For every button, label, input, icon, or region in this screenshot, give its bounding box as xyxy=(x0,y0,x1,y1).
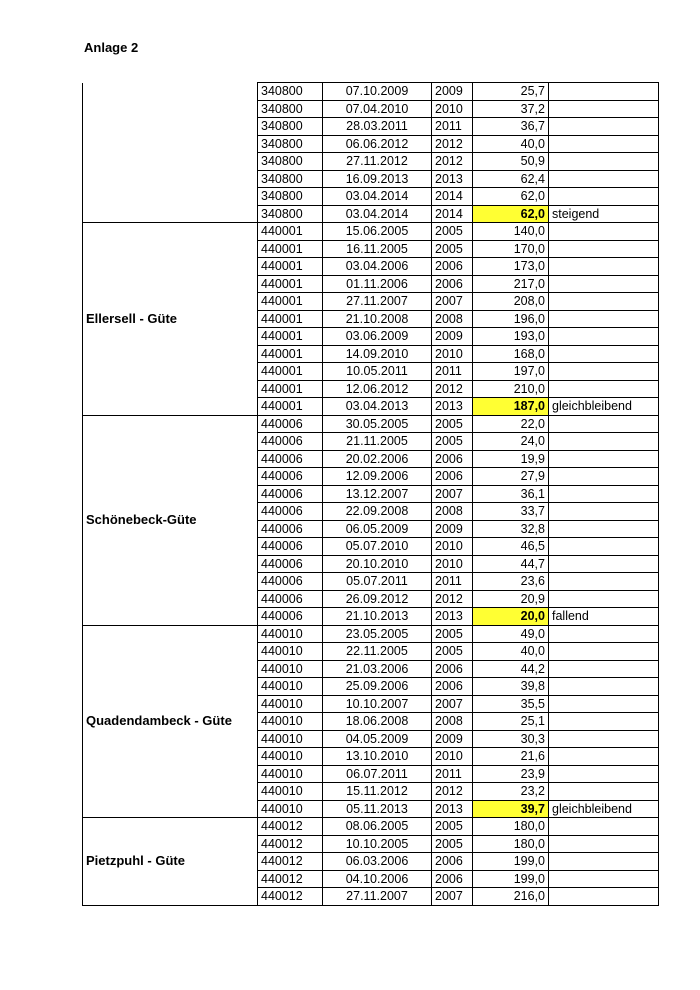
date-cell: 10.10.2007 xyxy=(323,695,432,713)
year-cell: 2014 xyxy=(432,205,473,223)
year-cell: 2005 xyxy=(432,240,473,258)
date-cell: 13.12.2007 xyxy=(323,485,432,503)
value-cell: 193,0 xyxy=(473,328,549,346)
trend-cell xyxy=(549,135,659,153)
station-id-cell: 440006 xyxy=(258,433,323,451)
date-cell: 07.04.2010 xyxy=(323,100,432,118)
trend-cell xyxy=(549,328,659,346)
value-cell: 187,0 xyxy=(473,398,549,416)
trend-cell xyxy=(549,818,659,836)
station-id-cell: 340800 xyxy=(258,153,323,171)
station-id-cell: 440010 xyxy=(258,695,323,713)
station-id-cell: 440001 xyxy=(258,223,323,241)
trend-cell xyxy=(549,625,659,643)
year-cell: 2010 xyxy=(432,345,473,363)
date-cell: 22.11.2005 xyxy=(323,643,432,661)
trend-cell xyxy=(549,730,659,748)
value-cell: 173,0 xyxy=(473,258,549,276)
date-cell: 20.02.2006 xyxy=(323,450,432,468)
value-cell: 33,7 xyxy=(473,503,549,521)
station-id-cell: 340800 xyxy=(258,118,323,136)
value-cell: 216,0 xyxy=(473,888,549,906)
year-cell: 2013 xyxy=(432,608,473,626)
date-cell: 12.06.2012 xyxy=(323,380,432,398)
year-cell: 2009 xyxy=(432,83,473,101)
station-name xyxy=(83,83,258,223)
station-id-cell: 440010 xyxy=(258,783,323,801)
year-cell: 2013 xyxy=(432,170,473,188)
trend-cell: fallend xyxy=(549,608,659,626)
year-cell: 2006 xyxy=(432,258,473,276)
date-cell: 30.05.2005 xyxy=(323,415,432,433)
station-id-cell: 440012 xyxy=(258,853,323,871)
year-cell: 2006 xyxy=(432,870,473,888)
trend-cell xyxy=(549,748,659,766)
trend-cell xyxy=(549,870,659,888)
trend-cell xyxy=(549,678,659,696)
station-id-cell: 440010 xyxy=(258,678,323,696)
date-cell: 10.05.2011 xyxy=(323,363,432,381)
station-id-cell: 440006 xyxy=(258,555,323,573)
station-name: Schönebeck-Güte xyxy=(83,415,258,625)
trend-cell xyxy=(549,415,659,433)
date-cell: 26.09.2012 xyxy=(323,590,432,608)
date-cell: 03.04.2014 xyxy=(323,188,432,206)
value-cell: 39,7 xyxy=(473,800,549,818)
station-id-cell: 440010 xyxy=(258,730,323,748)
year-cell: 2005 xyxy=(432,415,473,433)
year-cell: 2009 xyxy=(432,328,473,346)
trend-cell xyxy=(549,835,659,853)
date-cell: 06.05.2009 xyxy=(323,520,432,538)
date-cell: 05.11.2013 xyxy=(323,800,432,818)
station-id-cell: 440006 xyxy=(258,450,323,468)
station-id-cell: 440010 xyxy=(258,765,323,783)
year-cell: 2006 xyxy=(432,853,473,871)
station-id-cell: 440010 xyxy=(258,660,323,678)
trend-cell xyxy=(549,170,659,188)
date-cell: 15.11.2012 xyxy=(323,783,432,801)
date-cell: 04.10.2006 xyxy=(323,870,432,888)
year-cell: 2006 xyxy=(432,678,473,696)
year-cell: 2008 xyxy=(432,503,473,521)
station-id-cell: 440001 xyxy=(258,258,323,276)
trend-cell xyxy=(549,433,659,451)
value-cell: 140,0 xyxy=(473,223,549,241)
value-cell: 49,0 xyxy=(473,625,549,643)
value-cell: 20,9 xyxy=(473,590,549,608)
value-cell: 180,0 xyxy=(473,835,549,853)
station-id-cell: 340800 xyxy=(258,188,323,206)
station-id-cell: 340800 xyxy=(258,170,323,188)
year-cell: 2007 xyxy=(432,888,473,906)
year-cell: 2010 xyxy=(432,538,473,556)
value-cell: 19,9 xyxy=(473,450,549,468)
value-cell: 37,2 xyxy=(473,100,549,118)
date-cell: 22.09.2008 xyxy=(323,503,432,521)
year-cell: 2005 xyxy=(432,835,473,853)
station-name: Ellersell - Güte xyxy=(83,223,258,416)
date-cell: 23.05.2005 xyxy=(323,625,432,643)
station-id-cell: 440010 xyxy=(258,625,323,643)
value-cell: 62,4 xyxy=(473,170,549,188)
trend-cell xyxy=(549,503,659,521)
station-id-cell: 440006 xyxy=(258,485,323,503)
station-id-cell: 440001 xyxy=(258,363,323,381)
trend-cell xyxy=(549,363,659,381)
year-cell: 2012 xyxy=(432,135,473,153)
value-cell: 208,0 xyxy=(473,293,549,311)
year-cell: 2008 xyxy=(432,713,473,731)
value-cell: 30,3 xyxy=(473,730,549,748)
trend-cell xyxy=(549,380,659,398)
station-id-cell: 440001 xyxy=(258,293,323,311)
date-cell: 13.10.2010 xyxy=(323,748,432,766)
date-cell: 06.03.2006 xyxy=(323,853,432,871)
station-name: Quadendambeck - Güte xyxy=(83,625,258,818)
value-cell: 35,5 xyxy=(473,695,549,713)
trend-cell xyxy=(549,660,659,678)
page-heading: Anlage 2 xyxy=(84,40,139,55)
value-cell: 217,0 xyxy=(473,275,549,293)
year-cell: 2005 xyxy=(432,433,473,451)
trend-cell xyxy=(549,83,659,101)
station-id-cell: 340800 xyxy=(258,135,323,153)
trend-cell xyxy=(549,590,659,608)
year-cell: 2011 xyxy=(432,573,473,591)
value-cell: 39,8 xyxy=(473,678,549,696)
value-cell: 210,0 xyxy=(473,380,549,398)
trend-cell: steigend xyxy=(549,205,659,223)
station-id-cell: 440006 xyxy=(258,573,323,591)
value-cell: 170,0 xyxy=(473,240,549,258)
trend-cell xyxy=(549,258,659,276)
date-cell: 14.09.2010 xyxy=(323,345,432,363)
trend-cell xyxy=(549,223,659,241)
table-row xyxy=(83,223,659,241)
date-cell: 10.10.2005 xyxy=(323,835,432,853)
value-cell: 20,0 xyxy=(473,608,549,626)
value-cell: 168,0 xyxy=(473,345,549,363)
station-id-cell: 440001 xyxy=(258,380,323,398)
date-cell: 15.06.2005 xyxy=(323,223,432,241)
date-cell: 28.03.2011 xyxy=(323,118,432,136)
value-cell: 24,0 xyxy=(473,433,549,451)
year-cell: 2009 xyxy=(432,520,473,538)
trend-cell: gleichbleibend xyxy=(549,800,659,818)
trend-cell xyxy=(549,538,659,556)
value-cell: 40,0 xyxy=(473,643,549,661)
value-cell: 36,7 xyxy=(473,118,549,136)
trend-cell xyxy=(549,468,659,486)
value-cell: 27,9 xyxy=(473,468,549,486)
date-cell: 03.06.2009 xyxy=(323,328,432,346)
station-id-cell: 440001 xyxy=(258,328,323,346)
date-cell: 21.10.2013 xyxy=(323,608,432,626)
station-id-cell: 440006 xyxy=(258,415,323,433)
station-id-cell: 440012 xyxy=(258,870,323,888)
trend-cell xyxy=(549,888,659,906)
station-id-cell: 440001 xyxy=(258,345,323,363)
date-cell: 08.06.2005 xyxy=(323,818,432,836)
trend-cell xyxy=(549,345,659,363)
table-row xyxy=(83,83,659,101)
date-cell: 21.03.2006 xyxy=(323,660,432,678)
trend-cell xyxy=(549,240,659,258)
value-cell: 22,0 xyxy=(473,415,549,433)
station-id-cell: 440010 xyxy=(258,713,323,731)
trend-cell xyxy=(549,485,659,503)
value-cell: 44,2 xyxy=(473,660,549,678)
value-cell: 21,6 xyxy=(473,748,549,766)
value-cell: 46,5 xyxy=(473,538,549,556)
station-id-cell: 440006 xyxy=(258,468,323,486)
station-id-cell: 340800 xyxy=(258,100,323,118)
value-cell: 196,0 xyxy=(473,310,549,328)
value-cell: 40,0 xyxy=(473,135,549,153)
trend-cell xyxy=(549,310,659,328)
value-cell: 180,0 xyxy=(473,818,549,836)
value-cell: 62,0 xyxy=(473,205,549,223)
year-cell: 2007 xyxy=(432,293,473,311)
year-cell: 2012 xyxy=(432,380,473,398)
station-id-cell: 440001 xyxy=(258,310,323,328)
year-cell: 2006 xyxy=(432,450,473,468)
year-cell: 2006 xyxy=(432,660,473,678)
year-cell: 2005 xyxy=(432,643,473,661)
station-id-cell: 440010 xyxy=(258,643,323,661)
station-id-cell: 440001 xyxy=(258,240,323,258)
date-cell: 27.11.2007 xyxy=(323,293,432,311)
trend-cell xyxy=(549,643,659,661)
value-cell: 50,9 xyxy=(473,153,549,171)
year-cell: 2012 xyxy=(432,153,473,171)
value-cell: 25,1 xyxy=(473,713,549,731)
date-cell: 05.07.2010 xyxy=(323,538,432,556)
date-cell: 27.11.2012 xyxy=(323,153,432,171)
date-cell: 06.06.2012 xyxy=(323,135,432,153)
station-id-cell: 440006 xyxy=(258,503,323,521)
trend-cell xyxy=(549,555,659,573)
station-id-cell: 440012 xyxy=(258,888,323,906)
value-cell: 197,0 xyxy=(473,363,549,381)
date-cell: 27.11.2007 xyxy=(323,888,432,906)
date-cell: 21.10.2008 xyxy=(323,310,432,328)
date-cell: 07.10.2009 xyxy=(323,83,432,101)
station-id-cell: 440001 xyxy=(258,398,323,416)
station-id-cell: 340800 xyxy=(258,205,323,223)
station-id-cell: 440010 xyxy=(258,800,323,818)
year-cell: 2013 xyxy=(432,398,473,416)
year-cell: 2008 xyxy=(432,310,473,328)
year-cell: 2014 xyxy=(432,188,473,206)
trend-cell xyxy=(549,713,659,731)
date-cell: 20.10.2010 xyxy=(323,555,432,573)
year-cell: 2012 xyxy=(432,783,473,801)
date-cell: 05.07.2011 xyxy=(323,573,432,591)
year-cell: 2011 xyxy=(432,363,473,381)
trend-cell xyxy=(549,783,659,801)
date-cell: 03.04.2014 xyxy=(323,205,432,223)
table-body xyxy=(83,83,659,906)
value-cell: 44,7 xyxy=(473,555,549,573)
value-cell: 25,7 xyxy=(473,83,549,101)
table-row xyxy=(83,415,659,433)
value-cell: 199,0 xyxy=(473,870,549,888)
year-cell: 2009 xyxy=(432,730,473,748)
date-cell: 25.09.2006 xyxy=(323,678,432,696)
station-id-cell: 440006 xyxy=(258,520,323,538)
trend-cell xyxy=(549,293,659,311)
trend-cell xyxy=(549,100,659,118)
trend-cell xyxy=(549,695,659,713)
station-id-cell: 340800 xyxy=(258,83,323,101)
value-cell: 23,2 xyxy=(473,783,549,801)
date-cell: 03.04.2013 xyxy=(323,398,432,416)
station-id-cell: 440006 xyxy=(258,590,323,608)
trend-cell: gleichbleibend xyxy=(549,398,659,416)
table-row xyxy=(83,818,659,836)
year-cell: 2010 xyxy=(432,748,473,766)
year-cell: 2005 xyxy=(432,223,473,241)
date-cell: 16.11.2005 xyxy=(323,240,432,258)
year-cell: 2005 xyxy=(432,818,473,836)
trend-cell xyxy=(549,765,659,783)
value-cell: 199,0 xyxy=(473,853,549,871)
date-cell: 18.06.2008 xyxy=(323,713,432,731)
date-cell: 16.09.2013 xyxy=(323,170,432,188)
year-cell: 2007 xyxy=(432,695,473,713)
year-cell: 2012 xyxy=(432,590,473,608)
trend-cell xyxy=(549,153,659,171)
value-cell: 62,0 xyxy=(473,188,549,206)
value-cell: 32,8 xyxy=(473,520,549,538)
date-cell: 03.04.2006 xyxy=(323,258,432,276)
year-cell: 2007 xyxy=(432,485,473,503)
date-cell: 04.05.2009 xyxy=(323,730,432,748)
station-id-cell: 440001 xyxy=(258,275,323,293)
station-id-cell: 440006 xyxy=(258,538,323,556)
trend-cell xyxy=(549,573,659,591)
year-cell: 2011 xyxy=(432,118,473,136)
year-cell: 2011 xyxy=(432,765,473,783)
value-cell: 23,9 xyxy=(473,765,549,783)
year-cell: 2013 xyxy=(432,800,473,818)
trend-cell xyxy=(549,520,659,538)
table-row xyxy=(83,625,659,643)
measurement-table xyxy=(82,82,659,906)
trend-cell xyxy=(549,118,659,136)
station-id-cell: 440012 xyxy=(258,818,323,836)
value-cell: 36,1 xyxy=(473,485,549,503)
station-id-cell: 440006 xyxy=(258,608,323,626)
trend-cell xyxy=(549,853,659,871)
trend-cell xyxy=(549,188,659,206)
date-cell: 06.07.2011 xyxy=(323,765,432,783)
date-cell: 21.11.2005 xyxy=(323,433,432,451)
trend-cell xyxy=(549,275,659,293)
date-cell: 12.09.2006 xyxy=(323,468,432,486)
date-cell: 01.11.2006 xyxy=(323,275,432,293)
trend-cell xyxy=(549,450,659,468)
year-cell: 2006 xyxy=(432,468,473,486)
year-cell: 2005 xyxy=(432,625,473,643)
year-cell: 2006 xyxy=(432,275,473,293)
station-id-cell: 440012 xyxy=(258,835,323,853)
station-id-cell: 440010 xyxy=(258,748,323,766)
year-cell: 2010 xyxy=(432,555,473,573)
year-cell: 2010 xyxy=(432,100,473,118)
station-name: Pietzpuhl - Güte xyxy=(83,818,258,906)
value-cell: 23,6 xyxy=(473,573,549,591)
